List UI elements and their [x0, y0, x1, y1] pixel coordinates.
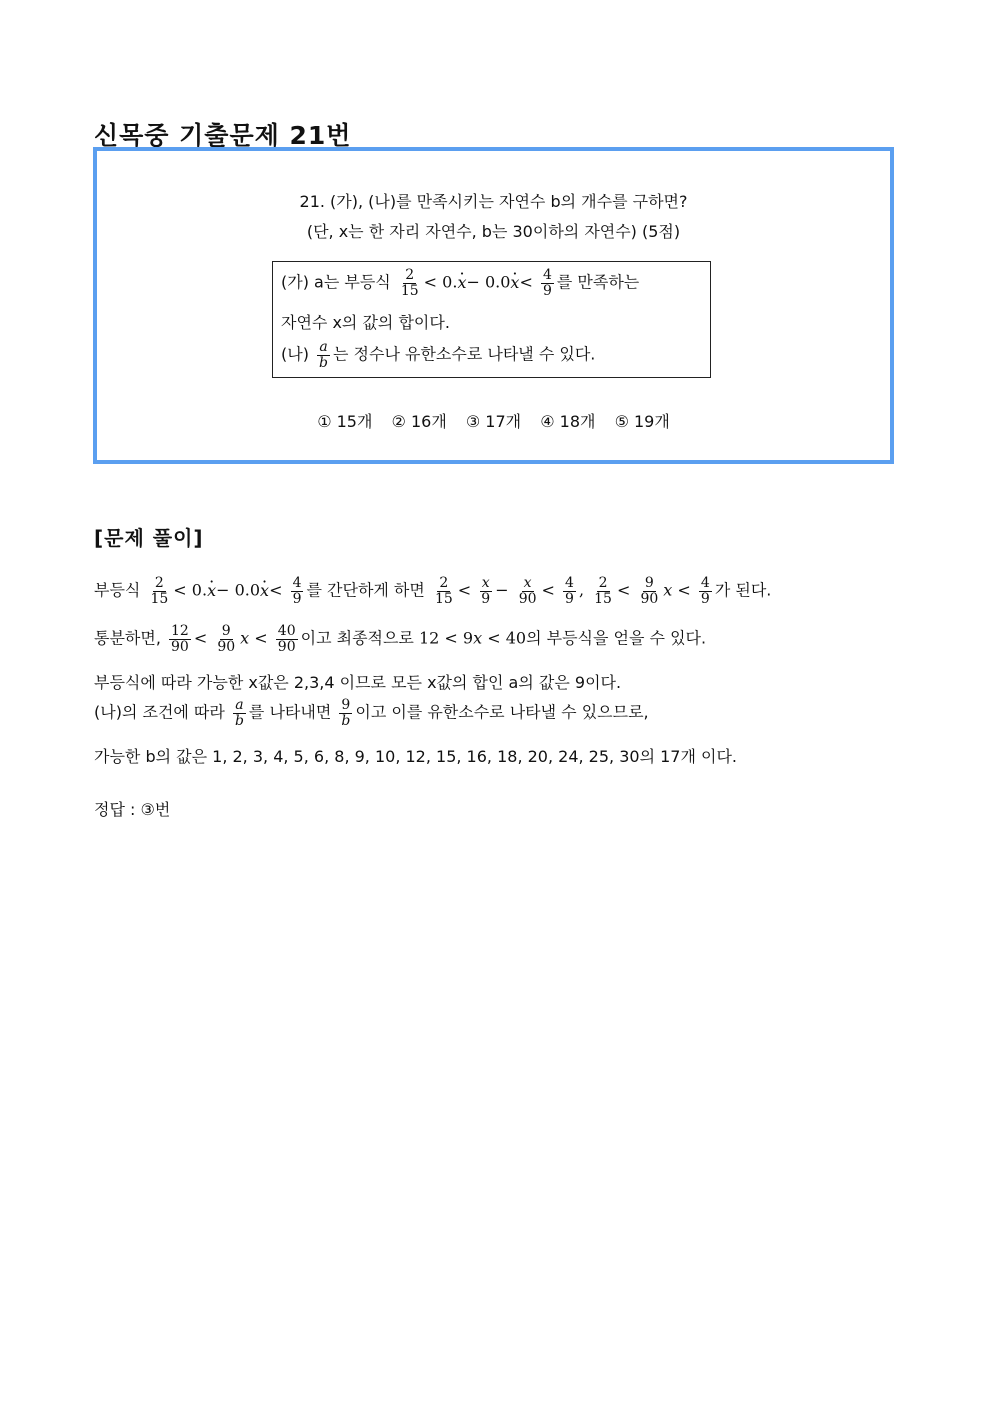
choice-3[interactable]: ③ 17개	[465, 412, 522, 431]
solution-text: (나)의 조건에 따라	[94, 702, 225, 722]
condition-ga-line2: 자연수 x의 값의 합이다.	[281, 313, 450, 332]
condition-ga-suffix: 를 만족하는	[556, 272, 640, 292]
condition-ga: (가) a는 부등식 $\frac{2}{15}$ < 0.x ·− 0.0x ·< $\frac{4}{9}$ 를 만족하는	[281, 268, 639, 298]
fraction: $\frac{12}{90}$	[171, 623, 189, 655]
fraction: $\frac{x}{90}$	[518, 575, 537, 607]
condition-ga-prefix: (가) a는 부등식	[281, 272, 391, 292]
condition-na-prefix: (나)	[281, 344, 309, 364]
condition-na	[281, 340, 595, 370]
fraction: $\frac{9}{b}$	[341, 697, 351, 729]
fraction: $\frac{9}{90}$	[217, 623, 236, 655]
fraction: $\frac{2}{15}$	[150, 575, 169, 607]
solution-line-3: 부등식에 따라 가능한 x값은 2,3,4 이므로 모든 x값의 합인 a의 값은 9이다.	[94, 673, 622, 692]
fraction: $\frac{x}{9}$	[481, 575, 491, 607]
fraction: $\frac{2}{15}$	[400, 267, 419, 299]
condition-box	[272, 261, 711, 378]
solution-line-2: 통분하면, $\frac{12}{90}$ < $\frac{9}{90}$ x < $\frac{40}{90}$ 이고 최종적으로 12 < 9x < 40의 부등식을 얻을 수 있다.	[94, 623, 707, 655]
fraction: $\frac{a}{b}$	[319, 339, 329, 371]
choice-4[interactable]: ④ 18개	[540, 412, 596, 431]
condition-na-suffix: 는 정수나 유한소수로 나타낼 수 있다.	[333, 344, 596, 364]
choice-2[interactable]: ② 16개	[391, 412, 447, 431]
solution-text: 를 나타내면	[248, 702, 332, 722]
fraction: $\frac{4}{9}$	[542, 267, 552, 299]
solution-line-4	[94, 698, 649, 728]
choice-1[interactable]: ① 15개	[317, 412, 373, 431]
fraction: $\frac{40}{90}$	[277, 623, 296, 655]
answer-choices	[97, 409, 890, 432]
choice-5[interactable]: ⑤ 19개	[614, 412, 670, 431]
solution-text: 이고 이를 유한소수로 나타낼 수 있으므로,	[355, 702, 649, 722]
solution-text: 가 된다.	[714, 580, 772, 600]
solution-text: 를 간단하게 하면	[306, 580, 425, 600]
fraction: $\frac{2}{15}$	[594, 575, 612, 607]
solution-text: 부등식	[94, 580, 141, 600]
solution-line-5: 가능한 b의 값은 1, 2, 3, 4, 5, 6, 8, 9, 10, 12, 15, 16, 18, 20, 24, 25, 30의 17개 이다.	[94, 747, 738, 766]
fraction: $\frac{2}{15}$	[434, 575, 453, 607]
fraction: $\frac{4}{9}$	[292, 575, 302, 607]
solution-text: 이고 최종적으로	[300, 628, 414, 648]
solution-text: 의 부등식을 얻을 수 있다.	[526, 628, 707, 648]
page-title: 신목중 기출문제 21번	[94, 121, 352, 150]
question-line-1: 21. (가), (나)를 만족시키는 자연수 b의 개수를 구하면?	[299, 192, 688, 211]
solution-text: 통분하면,	[94, 628, 161, 648]
answer-line: 정답 : ③번	[94, 800, 171, 819]
fraction: $\frac{4}{9}$	[700, 575, 710, 607]
solution-line-1: 부등식 $\frac{2}{15}$ < 0.x ·− 0.0x ·< $\frac{4}{9}$ 를 간단하게 하면 $\frac{2}{15}$ < $\frac{x}{9}$ − $\frac{x}{90}$ < $\frac{4}{9}$ , $\frac{2}{15}$ < $\frac{9}{90}$ x < $\frac{4}{9}$ 가 된다.	[94, 576, 771, 606]
fraction: $\frac{9}{90}$	[640, 575, 659, 607]
question-line-2: (단, x는 한 자리 자연수, b는 30이하의 자연수) (5점)	[306, 222, 681, 241]
fraction: $\frac{a}{b}$	[234, 697, 244, 729]
fraction: $\frac{4}{9}$	[565, 575, 574, 607]
solution-heading: [문제 풀이]	[94, 526, 204, 550]
